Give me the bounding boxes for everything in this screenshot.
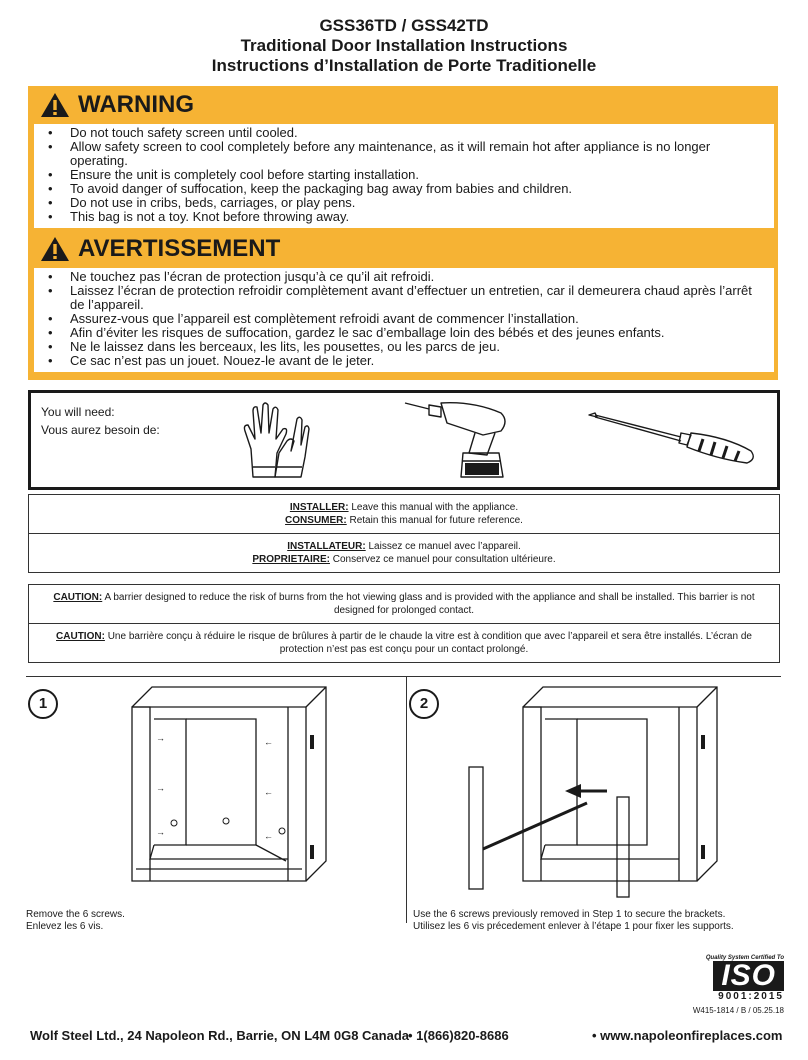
screwdriver-icon [587, 411, 759, 467]
caution-label-en: CAUTION: [53, 592, 103, 603]
installer-text: Leave this manual with the appliance. [351, 502, 519, 513]
warning-box [28, 86, 778, 230]
step-number-1: 1 [28, 689, 58, 719]
warning-item: • To avoid danger of suffocation, keep the packaging bag away from babies and children. [42, 182, 766, 196]
step-2-caption-fr: Utilisez les 6 vis précedement enlever à l’étape 1 pour fixer les supports. [413, 921, 734, 932]
footer-phone: • 1(866)820-8686 [408, 1028, 509, 1043]
firebox-diagram-step-1 [96, 685, 336, 899]
document-title [0, 16, 808, 76]
consumer-text: Retain this manual for future reference. [349, 515, 523, 526]
tools-label-en: You will need: [41, 405, 115, 419]
proprietaire-label: PROPRIETAIRE: [252, 554, 330, 565]
installateur-label: INSTALLATEUR: [287, 541, 366, 552]
warning-heading [28, 86, 778, 124]
svg-text:→: → [156, 733, 165, 743]
step-1-caption [26, 909, 125, 933]
step-2-caption-en: Use the 6 screws previously removed in Step 1 to secure the brackets. [413, 909, 726, 920]
gloves-icon [239, 397, 315, 481]
avertissement-item: • Assurez-vous que l’appareil est complètement refroidi avant de commencer l’installation. [42, 312, 766, 326]
warning-list [34, 124, 774, 228]
iso-standard: 9001:2015 [718, 991, 784, 1002]
avertissement-item: • Laissez l’écran de protection refroidir complètement avant d’effectuer un entretien, car il demeurera chaud après l’arrêt de l’appareil. [42, 284, 766, 312]
tools-needed-box [28, 390, 780, 490]
step-1 [26, 676, 407, 932]
warning-item: • Allow safety screen to cool completely before any maintenance, as it will remain hot after appliance is no longer operating. [42, 140, 766, 168]
svg-text:←: ← [264, 737, 273, 747]
consumer-label: CONSUMER: [285, 515, 347, 526]
warning-item: • Do not use in cribs, beds, carriages, or play pens. [42, 196, 766, 210]
svg-text:→: → [156, 827, 165, 837]
warning-item: • Ensure the unit is completely cool before starting installation. [42, 168, 766, 182]
iso-tagline: Quality System Certified To [705, 955, 784, 961]
warning-heading-text: WARNING [78, 91, 194, 118]
footer-website[interactable]: • www.napoleonfireplaces.com [592, 1028, 783, 1043]
iso-logo: ISO [713, 961, 784, 991]
warning-item: • This bag is not a toy. Knot before throwing away. [42, 210, 766, 224]
step-2-caption [413, 909, 734, 933]
svg-text:←: ← [264, 831, 273, 841]
step-1-caption-en: Remove the 6 screws. [26, 909, 125, 920]
avertissement-item: • Afin d’éviter les risques de suffocation, gardez le sac d’emballage loin des bébés et des jeunes enfants. [42, 326, 766, 340]
warning-triangle-icon [40, 92, 70, 118]
title-french: Instructions d’Installation de Porte Traditionelle [211, 56, 597, 75]
step-2 [407, 676, 781, 932]
avertissement-item: • Ce sac n’est pas un jouet. Nouez-le avant de le jeter. [42, 354, 766, 368]
manual-retention-english [29, 495, 779, 533]
svg-text:←: ← [264, 787, 273, 797]
firebox-diagram-step-2 [467, 685, 737, 899]
step-1-caption-fr: Enlevez les 6 vis. [26, 921, 104, 932]
document-code: W415-1814 / B / 05.25.18 [692, 1006, 784, 1015]
avertissement-heading [28, 230, 778, 268]
iso-certification [690, 955, 784, 1015]
caution-english [29, 585, 779, 623]
warning-item: • Do not touch safety screen until cooled. [42, 126, 766, 140]
svg-text:→: → [156, 783, 165, 793]
caution-text-fr: Une barrière conçu à réduire le risque de brûlures à partir de le chaude la vitre est à condition que avec l’appareil et sera être installés. L’écran de protection n’est pas est conçu pour un contact prolongé. [107, 631, 752, 655]
avertissement-item: • Ne le laissez dans les berceaux, les lits, les pousettes, ou les parcs de jeu. [42, 340, 766, 354]
avertissement-box [28, 230, 778, 380]
footer-address: Wolf Steel Ltd., 24 Napoleon Rd., Barrie, ON L4M 0G8 Canada [30, 1028, 409, 1043]
caution-label-fr: CAUTION: [56, 631, 105, 642]
installer-label: INSTALLER: [289, 502, 349, 513]
manual-retention-french [29, 533, 779, 572]
avertissement-list [34, 268, 774, 372]
step-number-2: 2 [409, 689, 439, 719]
drill-icon [403, 395, 543, 483]
warning-triangle-icon [40, 236, 70, 262]
installation-steps [26, 676, 782, 932]
model-numbers: GSS36TD / GSS42TD [319, 16, 489, 35]
avertissement-heading-text: AVERTISSEMENT [78, 235, 281, 262]
title-english: Traditional Door Installation Instructions [240, 36, 568, 55]
caution-french [29, 623, 779, 662]
avertissement-item: • Ne touchez pas l’écran de protection jusqu’à ce qu’il ait refroidi. [42, 270, 766, 284]
manual-retention-box [28, 494, 780, 573]
tools-label-fr: Vous aurez besoin de: [41, 423, 160, 437]
caution-text-en: A barrier designed to reduce the risk of burns from the hot viewing glass and is provided with the appliance and shall be installed. This barrier is not designed for prolonged contact. [104, 592, 755, 616]
proprietaire-text: Conservez ce manuel pour consultation ultérieure. [332, 554, 556, 565]
installateur-text: Laissez ce manuel avec l’appareil. [368, 541, 521, 552]
caution-box [28, 584, 780, 663]
